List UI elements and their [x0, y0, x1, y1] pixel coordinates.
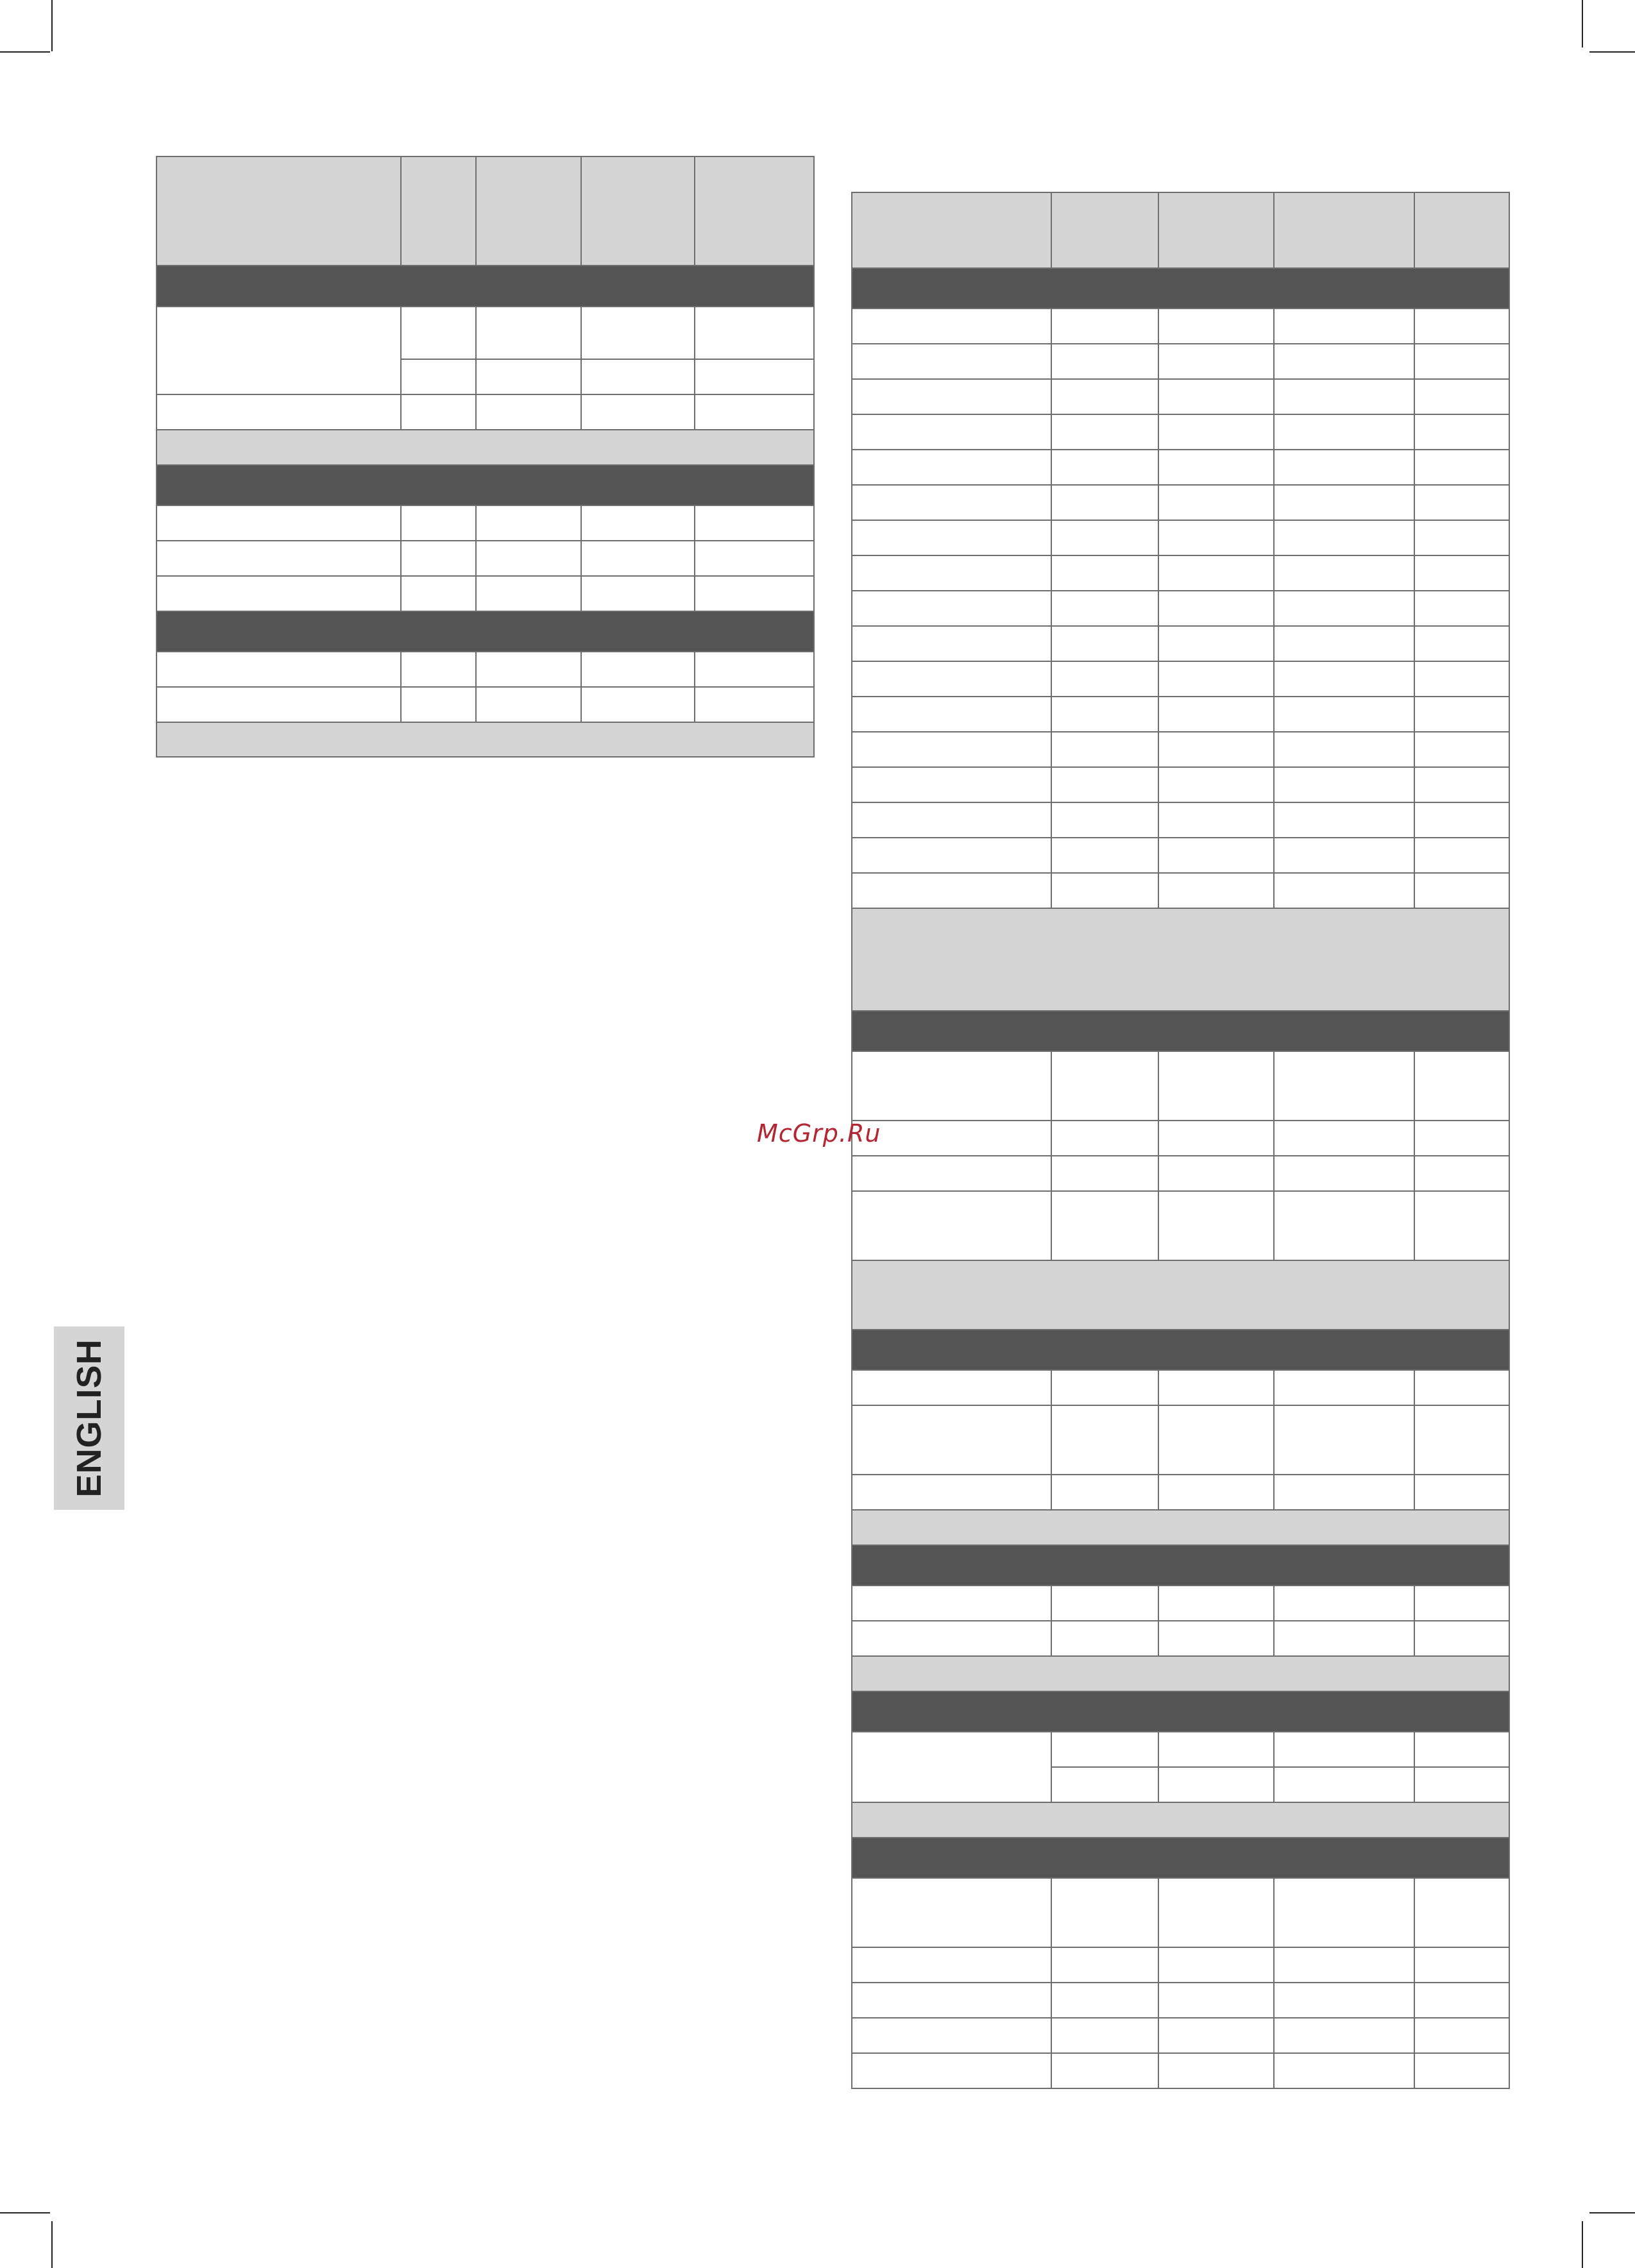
table-cell — [1274, 1191, 1414, 1260]
table-cell — [1274, 626, 1414, 661]
header-cell — [1274, 192, 1414, 268]
table-cell — [1051, 485, 1158, 520]
table-cell — [1051, 1878, 1158, 1947]
table-row — [852, 1191, 1509, 1260]
table-cell — [1274, 1475, 1414, 1510]
table-cell — [1051, 1191, 1158, 1260]
table-cell — [1274, 1156, 1414, 1191]
table-cell — [581, 576, 695, 611]
table-cell — [852, 1156, 1051, 1191]
table-header-row — [852, 192, 1509, 268]
table-row — [157, 394, 814, 430]
table-cell — [1051, 732, 1158, 767]
table-cell — [581, 687, 695, 722]
table-cell — [401, 359, 476, 394]
table-cell — [852, 1983, 1051, 2018]
table-cell — [581, 541, 695, 576]
table-row — [852, 555, 1509, 591]
table-cell — [852, 268, 1509, 309]
header-cell — [695, 157, 814, 266]
table-cell — [852, 1838, 1509, 1878]
table-cell — [1051, 414, 1158, 450]
table-cell — [1051, 1156, 1158, 1191]
table-cell — [1158, 2053, 1274, 2088]
table-cell — [1414, 1475, 1509, 1510]
table-cell — [1274, 450, 1414, 485]
table-cell — [1274, 414, 1414, 450]
table-cell — [1414, 2053, 1509, 2088]
table-cell — [401, 576, 476, 611]
table-cell — [1051, 1983, 1158, 2018]
table-row — [157, 307, 814, 359]
table-cell — [1051, 1586, 1158, 1621]
table-cell — [1158, 1878, 1274, 1947]
table-cell — [852, 309, 1051, 344]
table-cell — [1414, 1878, 1509, 1947]
table-cell — [1158, 838, 1274, 873]
table-cell — [1414, 732, 1509, 767]
table-cell — [1414, 802, 1509, 838]
section-header-row — [157, 266, 814, 307]
table-cell — [1158, 661, 1274, 697]
table-cell — [1051, 379, 1158, 414]
table-cell — [852, 520, 1051, 555]
section-header-row — [852, 1011, 1509, 1051]
table-row — [852, 1405, 1509, 1475]
table-cell — [1414, 1947, 1509, 1983]
table-cell — [1158, 732, 1274, 767]
table-cell — [1414, 838, 1509, 873]
table-cell — [852, 908, 1509, 1011]
table-cell — [581, 505, 695, 541]
table-cell — [581, 307, 695, 359]
table-cell — [1274, 591, 1414, 626]
table-cell — [1051, 802, 1158, 838]
table-cell — [157, 652, 401, 687]
table-cell — [1051, 1370, 1158, 1405]
table-cell — [1158, 1191, 1274, 1260]
header-cell — [581, 157, 695, 266]
table-cell — [1414, 309, 1509, 344]
table-cell — [852, 1545, 1509, 1586]
language-tab — [54, 1326, 124, 1510]
table-cell — [852, 1405, 1051, 1475]
table-cell — [157, 576, 401, 611]
table-cell — [1414, 626, 1509, 661]
table-cell — [852, 1732, 1051, 1802]
table-row — [852, 2053, 1509, 2088]
table-cell — [1051, 767, 1158, 802]
table-cell — [852, 802, 1051, 838]
table-cell — [1158, 379, 1274, 414]
header-cell — [157, 157, 401, 266]
table-cell — [852, 697, 1051, 732]
table-cell — [476, 541, 581, 576]
table-cell — [852, 2053, 1051, 2088]
table-cell — [1051, 591, 1158, 626]
table-cell — [852, 2018, 1051, 2053]
table-cell — [852, 450, 1051, 485]
table-row — [852, 1121, 1509, 1156]
table-cell — [1158, 450, 1274, 485]
section-header-row — [157, 611, 814, 652]
table-cell — [1158, 1767, 1274, 1802]
table-cell — [1158, 802, 1274, 838]
table-cell — [157, 394, 401, 430]
table-cell — [1274, 344, 1414, 379]
table-cell — [1274, 661, 1414, 697]
table-cell — [1414, 1621, 1509, 1656]
table-cell — [1158, 414, 1274, 450]
table-cell — [852, 626, 1051, 661]
table-cell — [1158, 626, 1274, 661]
header-cell — [476, 157, 581, 266]
table-cell — [581, 394, 695, 430]
table-cell — [1051, 838, 1158, 873]
table-cell — [1158, 1156, 1274, 1191]
header-cell — [852, 192, 1051, 268]
section-header-row — [157, 465, 814, 505]
table-cell — [852, 1121, 1051, 1156]
table-row — [852, 697, 1509, 732]
table-cell — [1414, 661, 1509, 697]
table-row — [852, 661, 1509, 697]
table-cell — [476, 652, 581, 687]
table-cell — [1414, 873, 1509, 908]
table-cell — [1274, 1405, 1414, 1475]
table-row — [852, 1732, 1509, 1767]
table-cell — [1051, 1405, 1158, 1475]
note-row — [852, 908, 1509, 1011]
table-cell — [476, 359, 581, 394]
table-cell — [1274, 1767, 1414, 1802]
table-cell — [157, 611, 814, 652]
table-row — [852, 1586, 1509, 1621]
table-cell — [1414, 520, 1509, 555]
table-cell — [1414, 414, 1509, 450]
table-cell — [1414, 1051, 1509, 1121]
crop-mark-bottom-right-h — [1589, 2212, 1635, 2213]
table-cell — [1158, 873, 1274, 908]
table-cell — [401, 687, 476, 722]
crop-mark-top-right-v — [1582, 0, 1583, 47]
table-cell — [852, 1621, 1051, 1656]
crop-mark-bottom-left-h — [0, 2212, 50, 2213]
table-row — [157, 687, 814, 722]
table-row — [157, 576, 814, 611]
table-cell — [695, 359, 814, 394]
table-cell — [1051, 520, 1158, 555]
table-cell — [1414, 1586, 1509, 1621]
table-cell — [157, 266, 814, 307]
table-row — [852, 802, 1509, 838]
table-row — [852, 732, 1509, 767]
table-cell — [1274, 1983, 1414, 2018]
section-header-row — [852, 268, 1509, 309]
table-header-row — [157, 157, 814, 266]
table-cell — [1274, 873, 1414, 908]
table-cell — [1414, 1405, 1509, 1475]
table-cell — [1274, 1947, 1414, 1983]
table-cell — [1414, 2018, 1509, 2053]
note-row — [157, 722, 814, 757]
table-cell — [852, 1656, 1509, 1691]
table-cell — [852, 767, 1051, 802]
table-cell — [1051, 1732, 1158, 1767]
table-row — [157, 505, 814, 541]
table-cell — [1274, 732, 1414, 767]
table-cell — [1274, 379, 1414, 414]
table-cell — [1414, 1983, 1509, 2018]
note-row — [852, 1656, 1509, 1691]
table-cell — [1158, 591, 1274, 626]
table-cell — [476, 307, 581, 359]
table-row — [852, 1370, 1509, 1405]
table-cell — [1158, 1732, 1274, 1767]
table-cell — [1414, 1156, 1509, 1191]
table-cell — [1158, 767, 1274, 802]
table-row — [852, 309, 1509, 344]
table-cell — [695, 541, 814, 576]
table-row — [157, 541, 814, 576]
table-cell — [1158, 1051, 1274, 1121]
table-cell — [1414, 344, 1509, 379]
table-cell — [157, 465, 814, 505]
table-cell — [852, 1260, 1509, 1330]
table-row — [852, 1621, 1509, 1656]
table-cell — [157, 307, 401, 394]
table-cell — [1051, 626, 1158, 661]
table-cell — [852, 1878, 1051, 1947]
table-cell — [1274, 520, 1414, 555]
table-cell — [1051, 1475, 1158, 1510]
note-row — [852, 1802, 1509, 1838]
table-row — [852, 414, 1509, 450]
table-cell — [695, 652, 814, 687]
table-cell — [852, 1510, 1509, 1545]
table-cell — [695, 307, 814, 359]
table-cell — [1274, 1586, 1414, 1621]
table-cell — [1274, 1621, 1414, 1656]
right-table — [851, 192, 1510, 2089]
table-cell — [581, 652, 695, 687]
table-cell — [1158, 344, 1274, 379]
section-header-row — [852, 1330, 1509, 1370]
table-cell — [852, 1011, 1509, 1051]
table-cell — [1274, 2018, 1414, 2053]
header-cell — [1414, 192, 1509, 268]
table-cell — [852, 414, 1051, 450]
table-cell — [1414, 697, 1509, 732]
table-cell — [1051, 1767, 1158, 1802]
table-cell — [1414, 591, 1509, 626]
table-cell — [1051, 1051, 1158, 1121]
table-cell — [852, 1802, 1509, 1838]
table-cell — [1274, 1732, 1414, 1767]
table-cell — [476, 394, 581, 430]
table-cell — [695, 687, 814, 722]
table-cell — [1158, 1121, 1274, 1156]
table-cell — [852, 732, 1051, 767]
section-header-row — [852, 1838, 1509, 1878]
table-row — [852, 379, 1509, 414]
table-cell — [1414, 1370, 1509, 1405]
header-cell — [401, 157, 476, 266]
table-row — [852, 1475, 1509, 1510]
table-cell — [401, 541, 476, 576]
table-cell — [1274, 767, 1414, 802]
crop-mark-top-left-h — [0, 51, 50, 53]
table-cell — [1414, 485, 1509, 520]
note-row — [852, 1510, 1509, 1545]
table-cell — [157, 687, 401, 722]
left-table — [156, 156, 815, 757]
table-row — [852, 450, 1509, 485]
table-row — [852, 344, 1509, 379]
table-cell — [852, 1051, 1051, 1121]
table-cell — [157, 430, 814, 465]
table-cell — [852, 1586, 1051, 1621]
table-cell — [1051, 309, 1158, 344]
table-cell — [1158, 485, 1274, 520]
table-row — [852, 873, 1509, 908]
watermark: McGrp.Ru — [757, 1119, 881, 1147]
table-cell — [695, 394, 814, 430]
crop-mark-top-left-v — [51, 0, 53, 51]
table-cell — [1414, 1767, 1509, 1802]
table-cell — [157, 541, 401, 576]
table-cell — [1051, 2018, 1158, 2053]
table-cell — [1051, 450, 1158, 485]
table-cell — [1274, 1121, 1414, 1156]
table-cell — [1414, 450, 1509, 485]
table-cell — [1158, 555, 1274, 591]
table-cell — [1051, 1947, 1158, 1983]
note-row — [157, 430, 814, 465]
table-cell — [852, 1191, 1051, 1260]
table-cell — [1051, 1621, 1158, 1656]
table-row — [852, 520, 1509, 555]
table-cell — [1274, 555, 1414, 591]
table-cell — [1051, 555, 1158, 591]
table-cell — [852, 485, 1051, 520]
table-cell — [1051, 1121, 1158, 1156]
table-row — [852, 767, 1509, 802]
table-cell — [1051, 2053, 1158, 2088]
table-cell — [1414, 379, 1509, 414]
table-cell — [695, 505, 814, 541]
language-tab-label: ENGLISH — [70, 1339, 108, 1498]
table-cell — [1158, 309, 1274, 344]
table-cell — [1051, 873, 1158, 908]
section-header-row — [852, 1545, 1509, 1586]
table-cell — [476, 687, 581, 722]
table-cell — [695, 576, 814, 611]
table-cell — [157, 722, 814, 757]
table-cell — [1158, 1983, 1274, 2018]
table-cell — [1274, 1878, 1414, 1947]
table-cell — [581, 359, 695, 394]
table-cell — [1051, 661, 1158, 697]
table-cell — [852, 344, 1051, 379]
table-cell — [852, 1475, 1051, 1510]
table-row — [852, 1983, 1509, 2018]
table-cell — [1051, 344, 1158, 379]
table-cell — [1414, 1121, 1509, 1156]
table-row — [852, 2018, 1509, 2053]
table-cell — [1274, 2053, 1414, 2088]
table-cell — [1158, 697, 1274, 732]
table-cell — [476, 576, 581, 611]
table-row — [852, 1878, 1509, 1947]
table-cell — [852, 661, 1051, 697]
table-cell — [1158, 1475, 1274, 1510]
table-cell — [852, 1370, 1051, 1405]
table-cell — [1274, 1051, 1414, 1121]
table-row — [852, 838, 1509, 873]
table-cell — [401, 394, 476, 430]
table-cell — [1414, 1732, 1509, 1767]
table-cell — [852, 1947, 1051, 1983]
crop-mark-bottom-left-v — [51, 2221, 53, 2268]
table-cell — [401, 505, 476, 541]
table-cell — [852, 555, 1051, 591]
table-cell — [1274, 697, 1414, 732]
table-cell — [1274, 309, 1414, 344]
crop-mark-top-right-h — [1589, 51, 1635, 53]
table-cell — [852, 591, 1051, 626]
table-cell — [1158, 1586, 1274, 1621]
table-row — [852, 485, 1509, 520]
table-cell — [1274, 485, 1414, 520]
note-row — [852, 1260, 1509, 1330]
table-cell — [1414, 1191, 1509, 1260]
table-cell — [401, 307, 476, 359]
table-row — [852, 1051, 1509, 1121]
table-cell — [1414, 767, 1509, 802]
table-row — [852, 591, 1509, 626]
table-row — [852, 626, 1509, 661]
table-row — [157, 652, 814, 687]
table-cell — [852, 1691, 1509, 1732]
table-cell — [1158, 1621, 1274, 1656]
table-cell — [1414, 555, 1509, 591]
table-cell — [1158, 520, 1274, 555]
section-header-row — [852, 1691, 1509, 1732]
table-cell — [852, 1330, 1509, 1370]
table-cell — [1158, 1370, 1274, 1405]
table-cell — [1274, 1370, 1414, 1405]
table-cell — [852, 873, 1051, 908]
table-cell — [1158, 1405, 1274, 1475]
header-cell — [1158, 192, 1274, 268]
table-cell — [1158, 1947, 1274, 1983]
table-cell — [401, 652, 476, 687]
table-cell — [1274, 838, 1414, 873]
table-cell — [476, 505, 581, 541]
table-cell — [852, 838, 1051, 873]
table-cell — [1274, 802, 1414, 838]
table-cell — [157, 505, 401, 541]
table-row — [852, 1947, 1509, 1983]
crop-mark-bottom-right-v — [1582, 2221, 1583, 2268]
table-cell — [852, 379, 1051, 414]
table-cell — [1158, 2018, 1274, 2053]
table-row — [852, 1156, 1509, 1191]
header-cell — [1051, 192, 1158, 268]
table-cell — [1051, 697, 1158, 732]
